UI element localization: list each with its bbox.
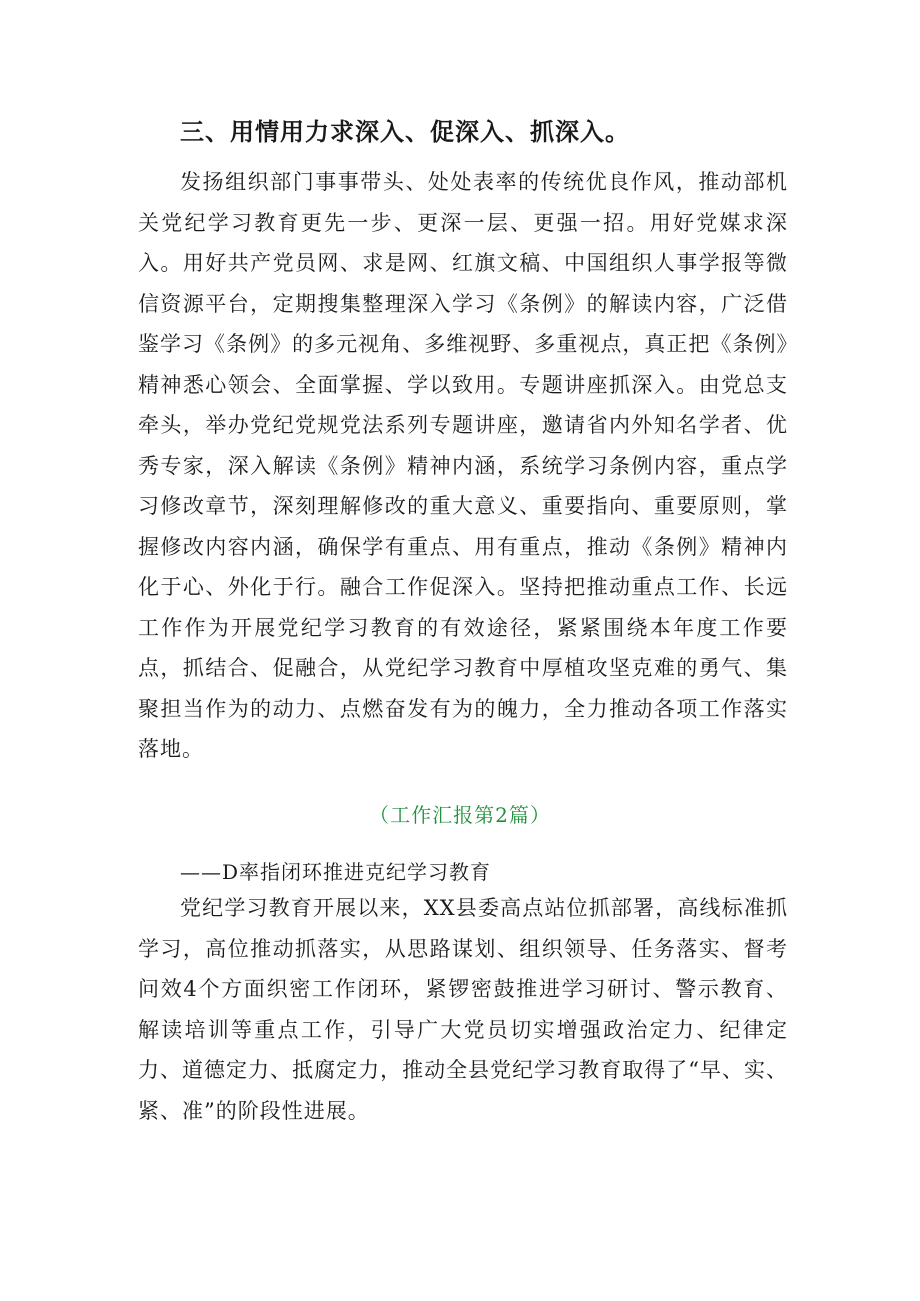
article-label: （工作汇报第2篇） bbox=[369, 803, 551, 827]
body-paragraph-1: 发扬组织部门事事带头、处处表率的传统优良作风，推动部机关党纪学习教育更先一步、更深一层、更强一招。用好党媒求深入。用好共产党员网、求是网、红旗文稿、中国组织人事学报等微信资源平台，定期搜集整理深入学习《条例》的解读内容，广泛借鉴学习《条例》的多元视角、多维视野、多重视点，真正把《条例》精神悉心领会、全面掌握、学以致用。专题讲座抓深入。由党总支牵头，举办党纪党规党法系列专题讲座，邀请省内外知名学者、优秀专家，深入解读《条例》精神内涵，系统学习条例内容，重点学习修改章节，深刻理解修改的重大意义、重要指向、重要原则，掌握修改内容内涵，确保学有重点、用有重点，推动《条例》精神内化于心、外化于行。融合工作促深入。坚持把推动重点工作、长远工作作为开展党纪学习教育的有效途径，紧紧围绕本年度工作要点，抓结合、促融合，从党纪学习教育中厚植攻坚克难的勇气、集聚担当作为的动力、点燃奋发有为的魄力，全力推动各项工作落实落地。 bbox=[138, 170, 788, 761]
section-heading: 三、用情用力求深入、促深入、抓深入。 bbox=[180, 118, 630, 146]
body-paragraph-2: 党纪学习教育开展以来，XX县委高点站位抓部署，高线标准抓学习，高位推动抓落实，从思路谋划、组织领导、任务落实、督考问效4个方面织密工作闭环，紧锣密鼓推进学习研讨、警示教育、解读培训等重点工作，引导广大党员切实增强政治定力、纪律定力、道德定力、抵腐定力，推动全县党纪学习教育取得了“早、实、紧、准”的阶段性进展。 bbox=[138, 896, 788, 1123]
article-subtitle: ——D率指闭环推进克纪学习教育 bbox=[180, 860, 492, 884]
